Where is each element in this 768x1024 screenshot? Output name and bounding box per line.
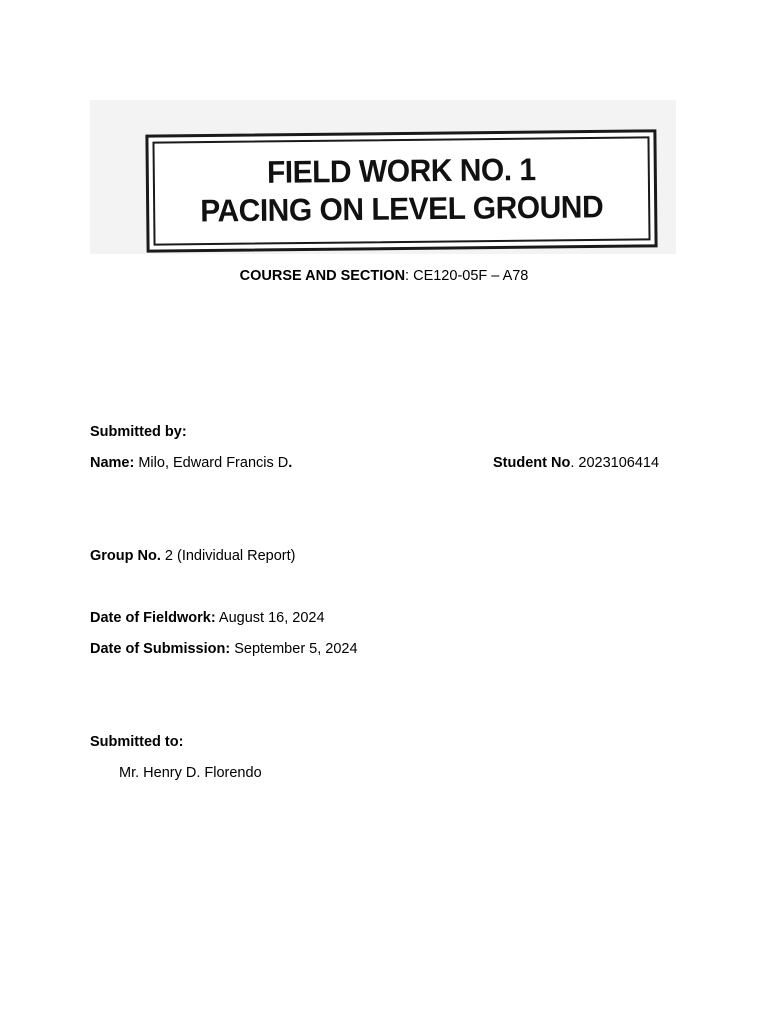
submission-date-value: September 5, 2024	[230, 641, 358, 657]
title-line-1: FIELD WORK NO. 1	[266, 152, 536, 191]
name-line	[90, 454, 292, 472]
date-of-submission-line	[90, 640, 358, 658]
group-number-line	[90, 547, 295, 565]
fieldwork-date-label: Date of Fieldwork:	[90, 610, 216, 626]
submitted-to-heading: Submitted to:	[90, 734, 184, 750]
student-no-label: Student No	[493, 455, 571, 471]
group-value: 2 (Individual Report)	[160, 548, 296, 564]
student-no-value: . 2023106414	[570, 455, 660, 471]
fieldwork-date-value: August 16, 2024	[215, 610, 325, 626]
course-value: : CE120-05F – A78	[405, 268, 529, 284]
submission-date-label: Date of Submission:	[90, 641, 231, 657]
student-number-line	[493, 454, 659, 472]
date-of-fieldwork-line	[90, 609, 325, 627]
name-period: .	[288, 455, 293, 471]
course-and-section	[0, 267, 768, 285]
name-label: Name:	[90, 455, 135, 471]
course-label: COURSE AND SECTION	[239, 268, 406, 284]
submitted-by-heading: Submitted by:	[90, 424, 187, 440]
instructor-name: Mr. Henry D. Florendo	[119, 765, 262, 781]
title-banner-inner-frame	[152, 136, 650, 245]
title-banner	[145, 129, 657, 252]
name-value: Milo, Edward Francis D	[134, 455, 289, 471]
title-line-2: PACING ON LEVEL GROUND	[200, 190, 604, 229]
group-label: Group No.	[90, 548, 161, 564]
